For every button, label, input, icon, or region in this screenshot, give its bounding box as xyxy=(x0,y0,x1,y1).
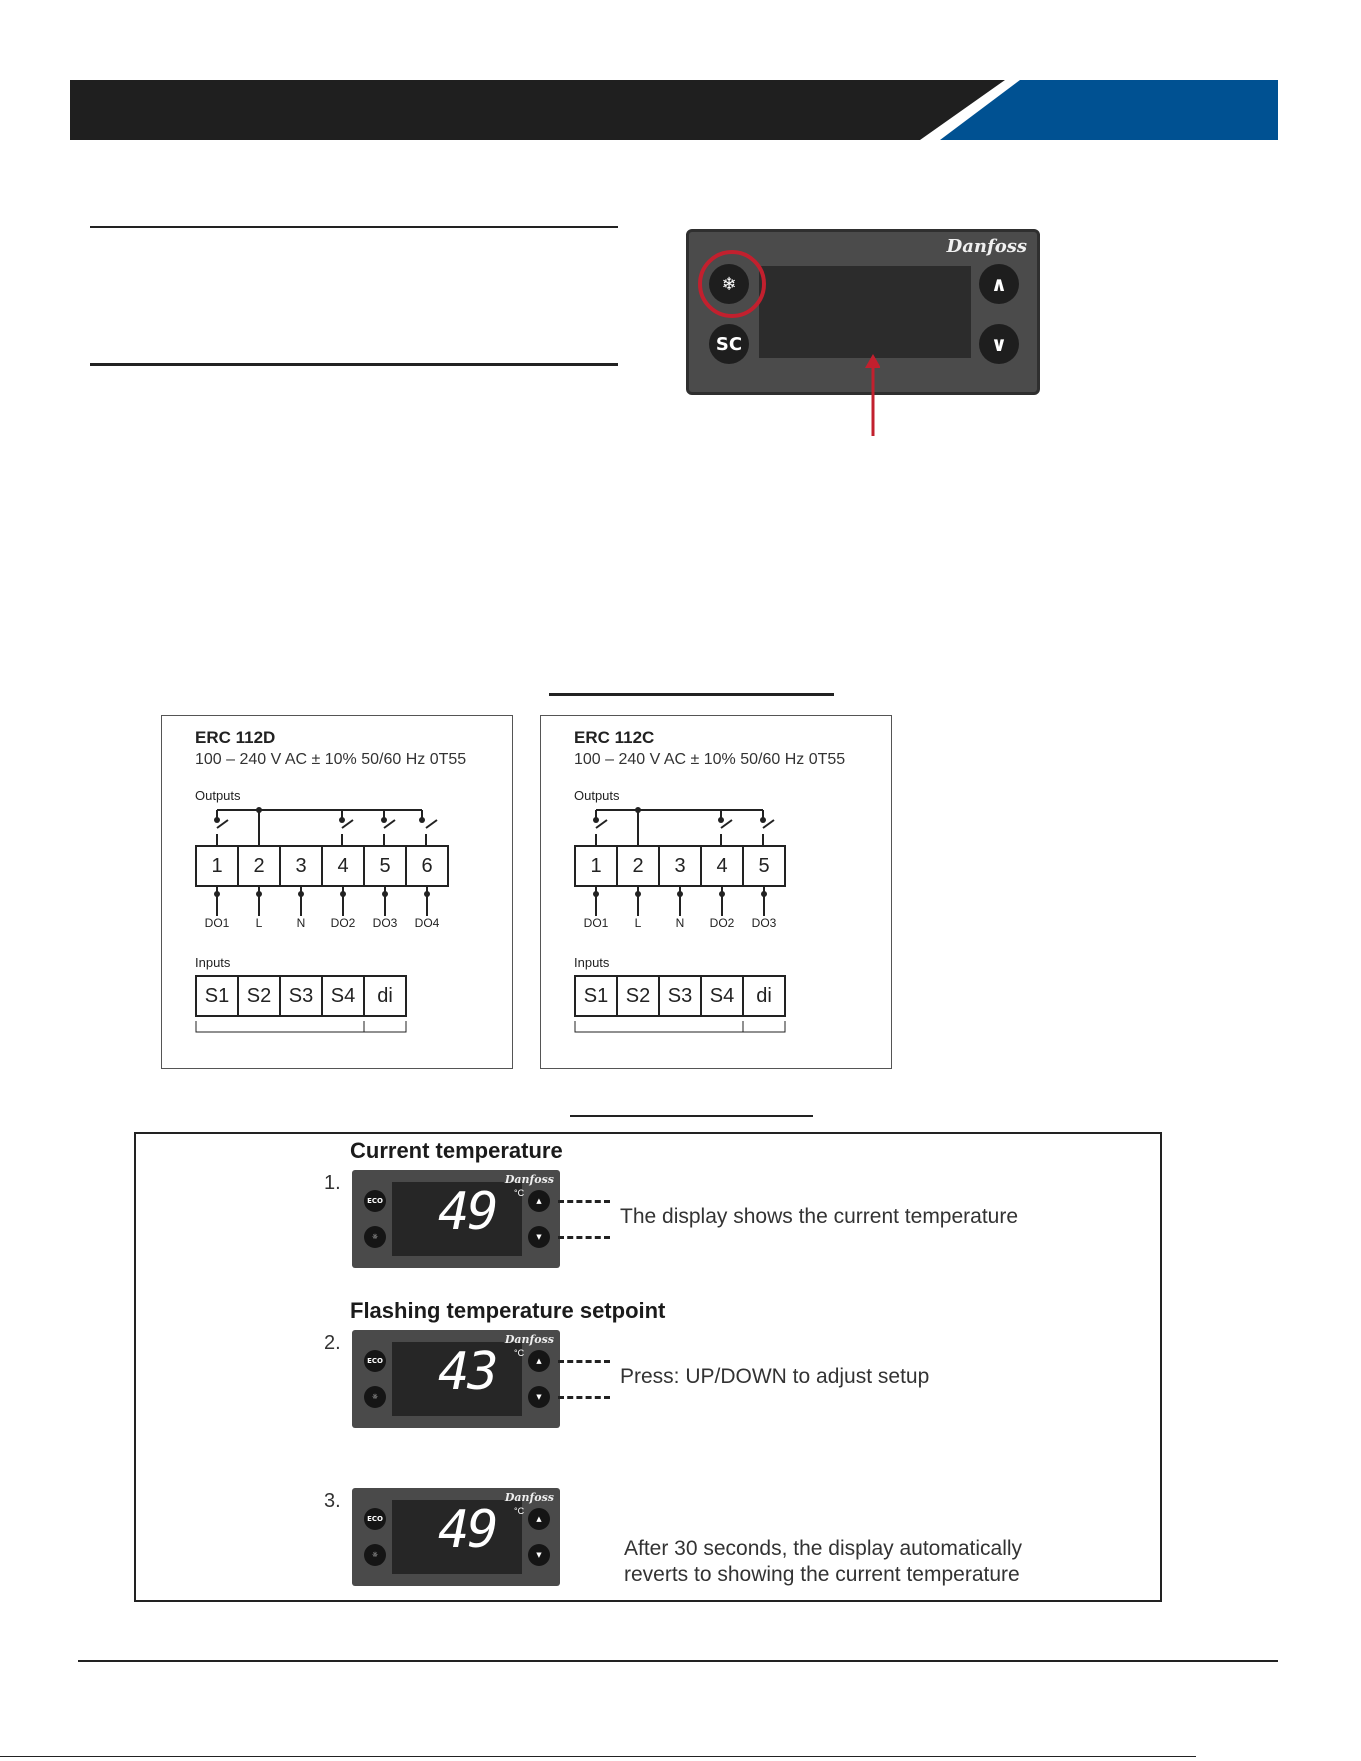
terminal-5: 5 xyxy=(758,855,770,877)
danfoss-logo: Danfoss xyxy=(504,1491,554,1504)
terminal-label: DO2 xyxy=(330,916,356,930)
caption-line: The display shows the current temperature xyxy=(620,1205,1019,1228)
model-spec: 100 – 240 V AC ± 10% 50/60 Hz 0T55 xyxy=(574,751,846,768)
up-button[interactable] xyxy=(528,1508,550,1530)
terminal-4: 4 xyxy=(337,855,349,877)
terminal-1: 1 xyxy=(590,855,602,877)
step-1-controller xyxy=(352,1170,560,1268)
input-di: di xyxy=(377,985,393,1007)
terminal-3: 3 xyxy=(295,855,307,877)
terminal-label: DO2 xyxy=(709,916,735,930)
temperature-unit: °C xyxy=(514,1188,525,1198)
terminal-2: 2 xyxy=(253,855,265,877)
terminal-label: N xyxy=(675,916,685,930)
down-button[interactable] xyxy=(528,1544,550,1566)
instructions-heading-underline xyxy=(570,1115,813,1117)
input-di: di xyxy=(756,985,772,1007)
terminal-label-row xyxy=(196,916,448,930)
terminal-6: 6 xyxy=(421,855,433,877)
input-s2: S2 xyxy=(246,985,272,1007)
caption-line: Press: UP/DOWN to adjust setup xyxy=(620,1365,930,1388)
model-title: ERC 112C xyxy=(574,728,655,747)
step-1-number: 1. xyxy=(324,1172,341,1194)
inputs-label: Inputs xyxy=(195,955,231,970)
step-1-title: Current temperature xyxy=(350,1138,563,1163)
step-2-controller xyxy=(352,1330,560,1428)
terminal-label: N xyxy=(296,916,306,930)
callout-overlay xyxy=(680,250,880,450)
input-s1: S1 xyxy=(583,985,609,1007)
terminal-label: L xyxy=(634,916,642,930)
step-2-number: 2. xyxy=(324,1332,341,1354)
down-button[interactable] xyxy=(528,1386,550,1408)
triangle-up-icon: ▲ xyxy=(536,1197,542,1205)
snowflake-icon: ❄ xyxy=(721,273,737,295)
leader-line xyxy=(558,1360,610,1363)
step-2-title: Flashing temperature setpoint xyxy=(350,1298,666,1323)
outputs-label: Outputs xyxy=(574,788,620,803)
temperature-reading: 43 xyxy=(438,1342,497,1402)
danfoss-logo: Danfoss xyxy=(504,1173,554,1186)
section-rule-bottom xyxy=(90,363,618,366)
leader-line xyxy=(558,1200,610,1203)
leader-line xyxy=(558,1236,610,1239)
down-button[interactable] xyxy=(528,1226,550,1248)
light-icon: ☼ xyxy=(371,1393,379,1401)
light-icon: ☼ xyxy=(371,1551,379,1559)
input-s4: S4 xyxy=(330,985,356,1007)
terminal-label: DO3 xyxy=(751,916,777,930)
light-button[interactable] xyxy=(364,1226,386,1248)
triangle-down-icon: ▼ xyxy=(536,1393,542,1401)
input-row xyxy=(196,976,406,1016)
terminal-label: DO4 xyxy=(414,916,440,930)
triangle-up-icon: ▲ xyxy=(536,1357,542,1365)
up-button[interactable]: ∧ xyxy=(979,264,1019,304)
terminal-row xyxy=(196,846,448,886)
inputs-label: Inputs xyxy=(574,955,610,970)
input-s4: S4 xyxy=(709,985,735,1007)
wiring-diagram-erc112d xyxy=(161,715,513,1069)
light-button[interactable] xyxy=(364,1386,386,1408)
step-3-controller xyxy=(352,1488,560,1586)
output-wiring-diagram xyxy=(541,716,893,1070)
down-button[interactable]: ∨ xyxy=(979,324,1019,364)
terminal-label-row xyxy=(575,916,785,930)
input-row xyxy=(575,976,785,1016)
terminal-row xyxy=(575,846,785,886)
footer-rule xyxy=(78,1660,1278,1662)
temperature-unit: °C xyxy=(514,1348,525,1358)
terminal-2: 2 xyxy=(632,855,644,877)
temperature-unit: °C xyxy=(514,1506,525,1516)
up-button[interactable] xyxy=(528,1190,550,1212)
eco-button[interactable]: ECO xyxy=(364,1508,386,1530)
input-s1: S1 xyxy=(204,985,230,1007)
caption-line: reverts to showing the current temperature xyxy=(624,1563,1020,1586)
section-rule-top xyxy=(90,226,618,228)
up-button[interactable] xyxy=(528,1350,550,1372)
eco-button[interactable]: ECO xyxy=(364,1190,386,1212)
terminal-label: L xyxy=(255,916,263,930)
temperature-reading: 49 xyxy=(438,1182,497,1242)
terminal-4: 4 xyxy=(716,855,728,877)
triangle-down-icon: ▼ xyxy=(536,1551,542,1559)
step-2-caption xyxy=(620,1364,929,1390)
terminal-label: DO1 xyxy=(204,916,230,930)
highlight-circle xyxy=(700,252,764,316)
terminal-label: DO3 xyxy=(372,916,398,930)
terminal-label: DO1 xyxy=(583,916,609,930)
page-bottom-rule xyxy=(0,1756,1196,1757)
step-3-number: 3. xyxy=(324,1490,341,1512)
leader-line xyxy=(558,1396,610,1399)
model-spec: 100 – 240 V AC ± 10% 50/60 Hz 0T55 xyxy=(195,751,467,768)
input-s3: S3 xyxy=(288,985,314,1007)
input-s3: S3 xyxy=(667,985,693,1007)
light-icon: ☼ xyxy=(371,1233,379,1241)
triangle-up-icon: ▲ xyxy=(536,1515,542,1523)
caption-line: After 30 seconds, the display automatically xyxy=(624,1537,1023,1560)
sc-button[interactable]: SC xyxy=(709,324,749,364)
danfoss-logo: Danfoss xyxy=(946,236,1027,257)
header-banner xyxy=(0,0,1361,150)
danfoss-logo: Danfoss xyxy=(504,1333,554,1346)
triangle-down-icon: ▼ xyxy=(536,1233,542,1241)
wiring-diagram-erc112c xyxy=(540,715,892,1069)
input-s2: S2 xyxy=(625,985,651,1007)
terminal-1: 1 xyxy=(211,855,223,877)
step-1-caption xyxy=(620,1204,1018,1230)
terminal-3: 3 xyxy=(674,855,686,877)
wiring-heading-underline xyxy=(549,693,834,696)
outputs-label: Outputs xyxy=(195,788,241,803)
eco-button[interactable]: ECO xyxy=(364,1350,386,1372)
step-3-caption xyxy=(624,1536,1022,1588)
light-button[interactable] xyxy=(364,1544,386,1566)
temperature-reading: 49 xyxy=(438,1500,497,1560)
instruction-panel xyxy=(134,1132,1162,1602)
output-wiring-diagram xyxy=(162,716,514,1070)
terminal-5: 5 xyxy=(379,855,391,877)
model-title: ERC 112D xyxy=(195,728,276,747)
